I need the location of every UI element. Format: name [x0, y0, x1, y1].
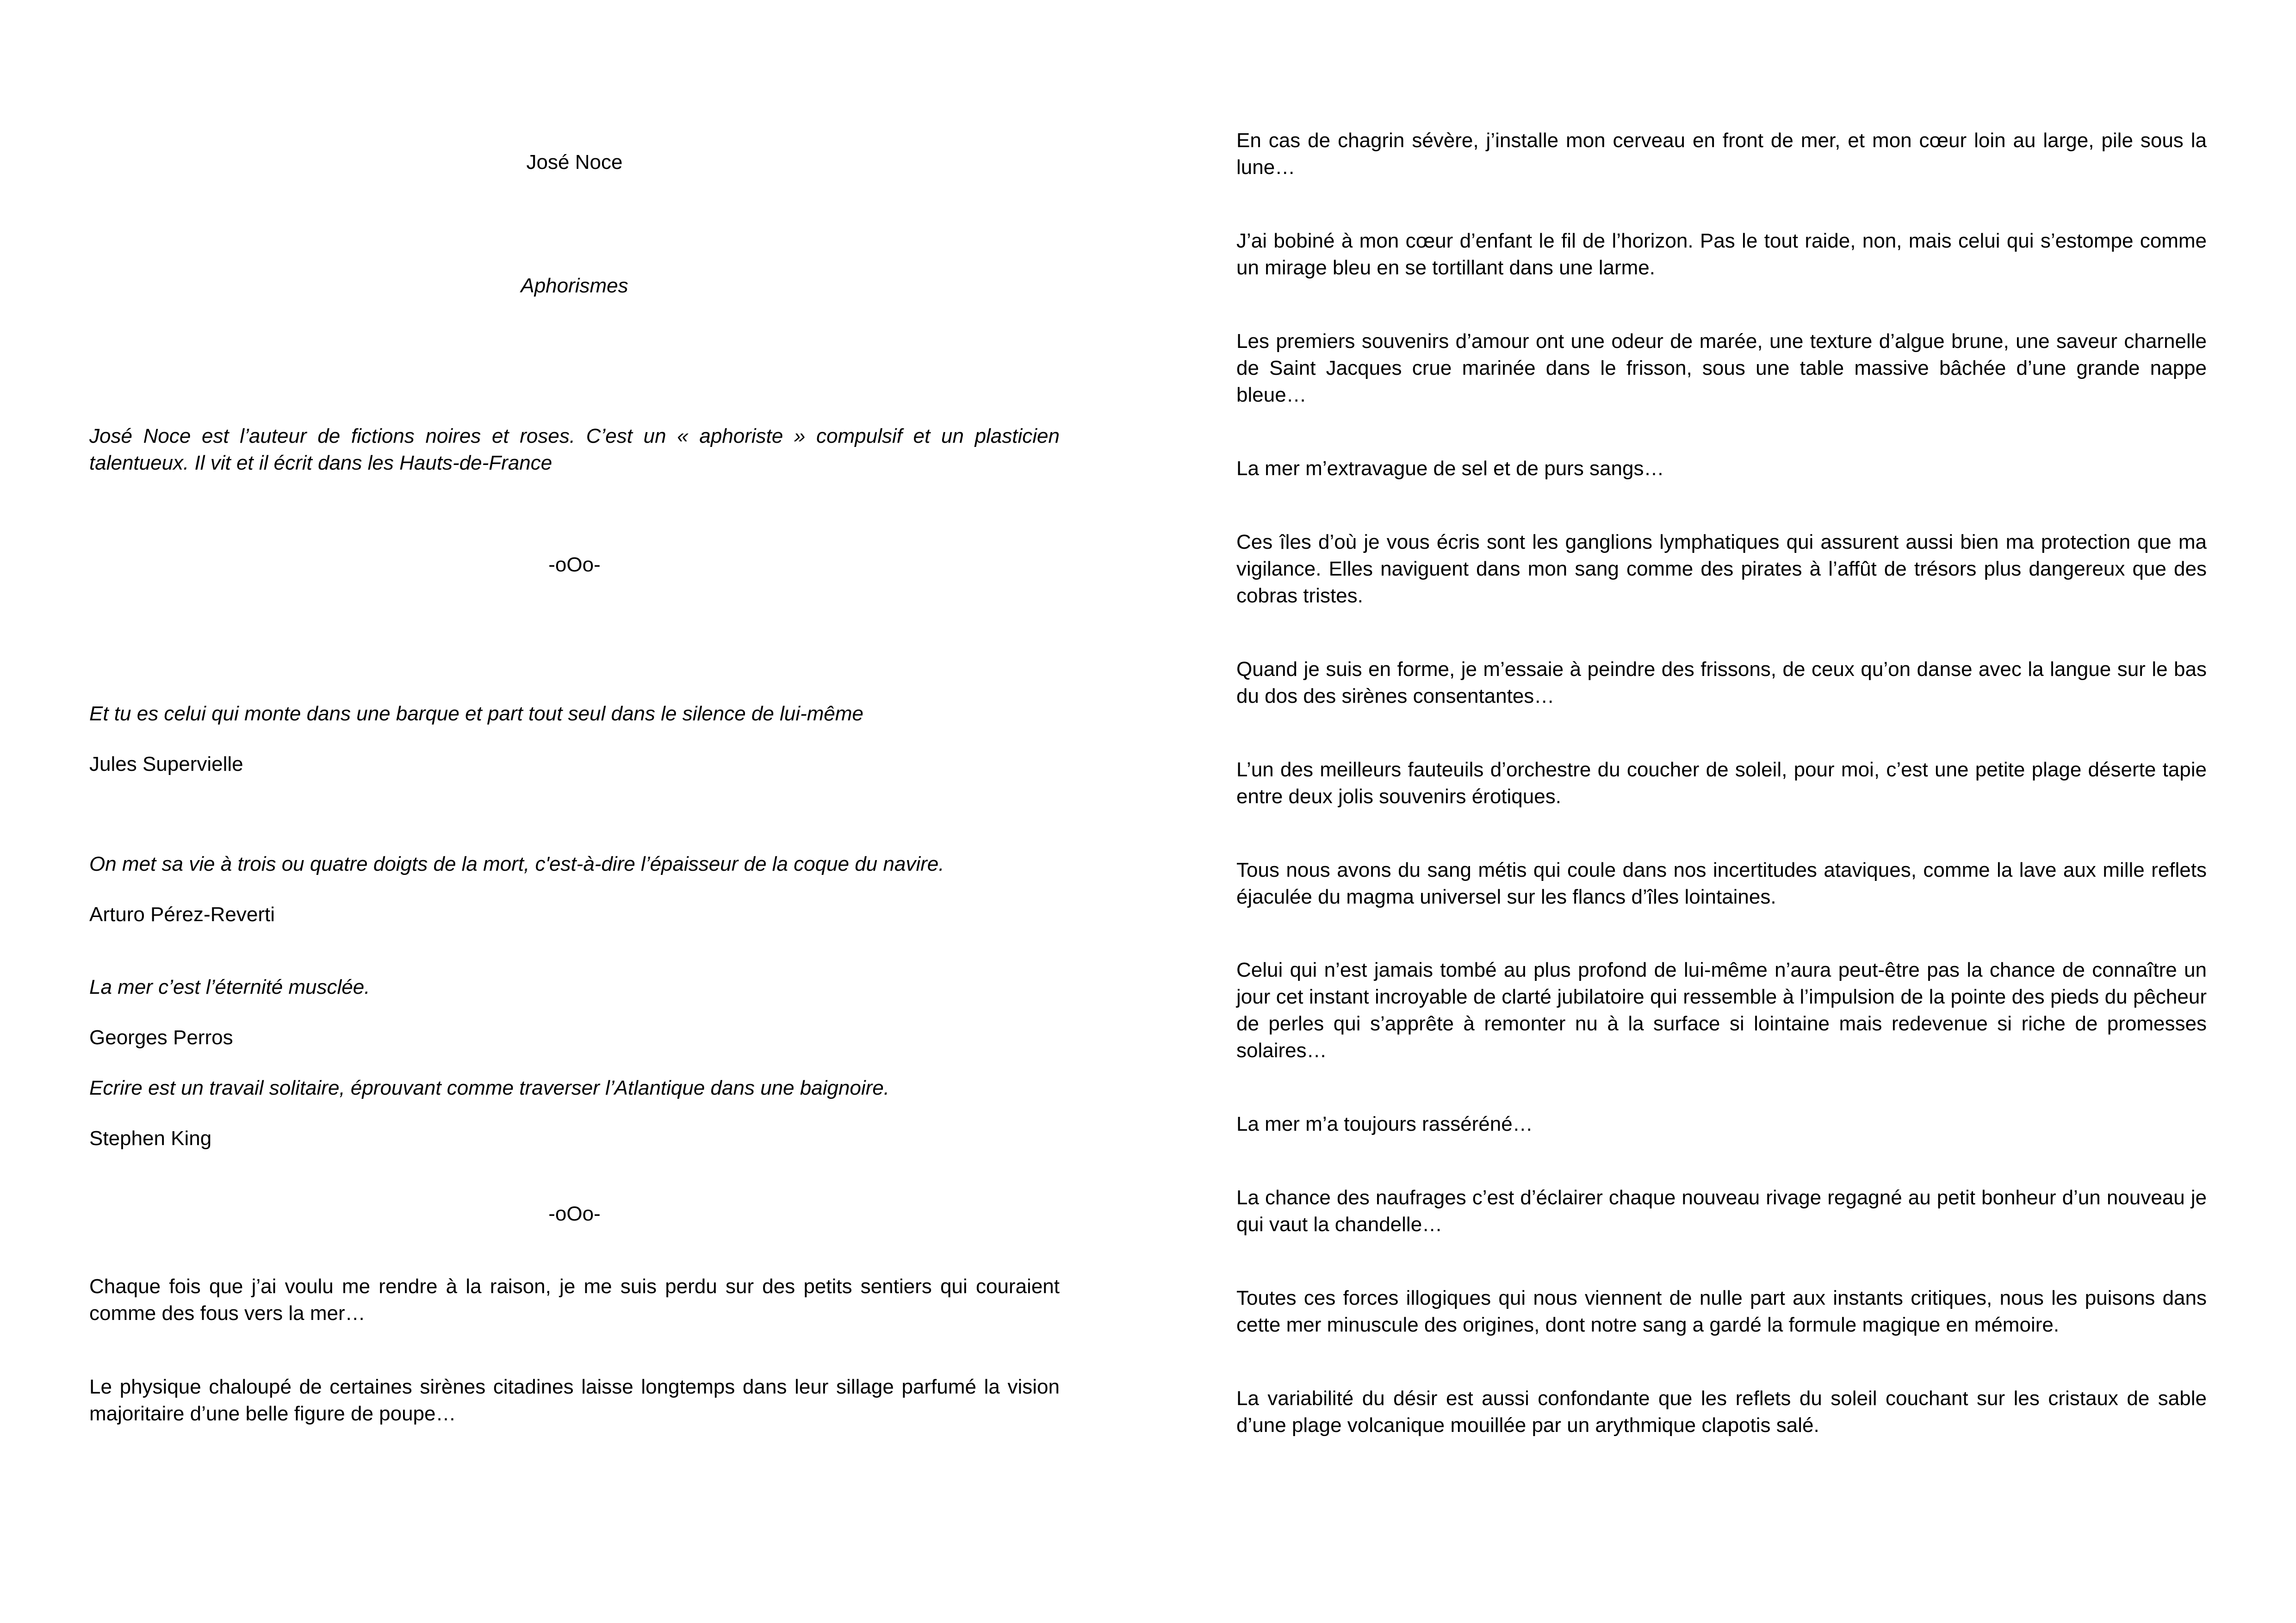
epigraph-author: Arturo Pérez-Reverti	[89, 903, 275, 926]
aphorism: En cas de chagrin sévère, j’installe mon cerveau en front de mer, et mon cœur loin au large, pile sous la lune…	[1236, 129, 2207, 179]
aphorism: Toutes ces forces illogiques qui nous viennent de nulle part aux instants critiques, nous les puisons dans cette mer minuscule des origines, dont notre sang a gardé la formule magique en mémoire.	[1236, 1287, 2207, 1336]
aphorism: Chaque fois que j’ai voulu me rendre à la raison, je me suis perdu sur des petits sentiers qui couraient comme des fous vers la mer…	[89, 1275, 1060, 1325]
aphorism: Le physique chaloupé de certaines sirènes citadines laisse longtemps dans leur sillage parfumé la vision majoritaire d’une belle figure de poupe…	[89, 1375, 1060, 1425]
epigraph-author: Georges Perros	[89, 1026, 233, 1049]
author-bio: José Noce est l’auteur de fictions noires et roses. C’est un « aphoriste » compulsif et un plasticien talentueux. Il vit et il écrit dans les Hauts-de-France	[89, 425, 1060, 474]
epigraph-quote: On met sa vie à trois ou quatre doigts de la mort, c'est-à-dire l’épaisseur de la coque du navire.	[89, 853, 944, 875]
epigraph-quote: Ecrire est un travail solitaire, éprouvant comme traverser l’Atlantique dans une baignoire.	[89, 1077, 890, 1099]
separator: -oOo-	[548, 553, 601, 576]
epigraph-author: Stephen King	[89, 1127, 212, 1150]
aphorism: Celui qui n’est jamais tombé au plus profond de lui-même n’aura peut-être pas la chance de connaître un jour cet instant incroyable de clarté jubilatoire qui ressemble à l’impulsion de la pointe des pieds du pêcheur de perles qui s’apprête à remonter nu à la surface si lointaine mais redevenue si riche de promesses solaires…	[1236, 959, 2207, 1062]
book-title: Aphorismes	[521, 274, 628, 297]
aphorism: La mer m’extravague de sel et de purs sangs…	[1236, 457, 1664, 480]
separator: -oOo-	[548, 1202, 601, 1225]
aphorism: Les premiers souvenirs d’amour ont une odeur de marée, une texture d’algue brune, une saveur charnelle de Saint Jacques crue marinée dans le frisson, sous une table massive bâchée d’une grande nappe bleue…	[1236, 330, 2207, 406]
aphorism: J’ai bobiné à mon cœur d’enfant le fil de l’horizon. Pas le tout raide, non, mais celui qui s’estompe comme un mirage bleu en se tortillant dans une larme.	[1236, 229, 2207, 279]
aphorism: L’un des meilleurs fauteuils d’orchestre du coucher de soleil, pour moi, c’est une petite plage déserte tapie entre deux jolis souvenirs érotiques.	[1236, 758, 2207, 808]
aphorism: La variabilité du désir est aussi confondante que les reflets du soleil couchant sur les cristaux de sable d’une plage volcanique mouillée par un arythmique clapotis salé.	[1236, 1387, 2207, 1437]
aphorism: La chance des naufrages c’est d’éclairer chaque nouveau rivage regagné au petit bonheur d’un nouveau je qui vaut la chandelle…	[1236, 1186, 2207, 1236]
aphorism: La mer m’a toujours rasséréné…	[1236, 1113, 1533, 1135]
aphorism: Quand je suis en forme, je m’essaie à peindre des frissons, de ceux qu’on danse avec la langue sur le bas du dos des sirènes consentantes…	[1236, 658, 2207, 707]
author-name: José Noce	[526, 151, 623, 173]
epigraph-author: Jules Supervielle	[89, 753, 243, 775]
aphorism: Tous nous avons du sang métis qui coule dans nos incertitudes ataviques, comme la lave aux mille reflets éjaculée du magma universel sur les flancs d’îles lointaines.	[1236, 859, 2207, 908]
epigraph-quote: Et tu es celui qui monte dans une barque et part tout seul dans le silence de lui-même	[89, 702, 863, 725]
aphorism: Ces îles d’où je vous écris sont les ganglions lymphatiques qui assurent aussi bien ma protection que ma vigilance. Elles naviguent dans mon sang comme des pirates à l’affût de trésors plus dangereux que des cobras tristes.	[1236, 531, 2207, 607]
epigraph-quote: La mer c’est l’éternité musclée.	[89, 976, 370, 998]
